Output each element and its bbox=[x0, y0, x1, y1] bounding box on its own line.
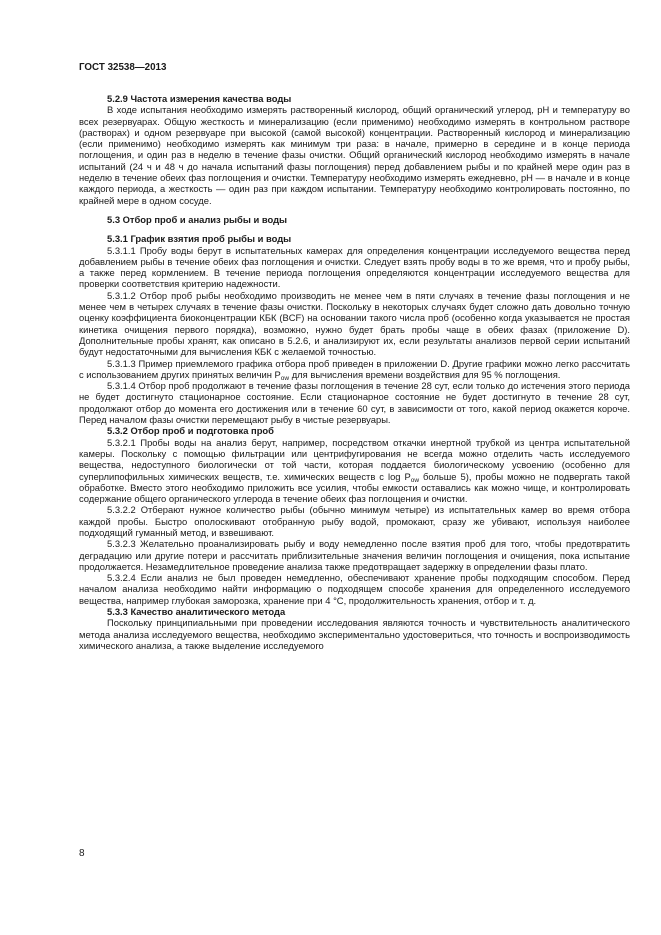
paragraph bbox=[79, 358, 630, 381]
paragraph: 5.3.1.1 Пробу воды берут в испытательных камерах для определения концентрации исследуемого вещества перед добавлением рыбы в течение обеих фаз поглощения и очистки. Следует взять пробу воды в то же время, что и пробу рыбы, а также перед кормлением. В течение периода поглощения определяются концентрации исследуемого вещества для проверки соответствия критерию надежности. bbox=[79, 244, 630, 290]
paragraph: 5.3.2.4 Если анализ не был проведен немедленно, обеспечивают хранение пробы подходящим способом. Перед началом анализа необходимо найти информацию о подходящем способе хранения для определенного исследуемого вещества, например глубокая заморозка, хранение при 4 °С, продолжительность хранения, отбор и т. д. bbox=[79, 572, 630, 606]
text-run: 5.3.2.1 Пробы воды на анализ берут, например, посредством откачки инертной трубкой из центра испытательной камеры. Поскольку с помощью фильтрации или центрифугирования не всегда можно отделить часть исследуемого вещества, недоступного биологически от той части, которая поддается биологическому усвоению (особенно для суперлипофильных химических веществ, т.е. химических веществ с log P bbox=[79, 436, 630, 482]
section-heading: 5.3 Отбор проб и анализ рыбы и воды bbox=[107, 213, 288, 225]
section-heading: 5.3.2 Отбор проб и подготовка проб bbox=[107, 425, 274, 437]
paragraph: Поскольку принципиальными при проведении исследования являются точность и чувствительность аналитического метода анализа исследуемого вещества, необходимо экспериментально удостовериться, что точность и воспроизводимость химического анализа, а также выделение исследуемого bbox=[79, 617, 630, 651]
paragraph: 5.3.2.3 Желательно проанализировать рыбу и воду немедленно после взятия проб для того, чтобы предотвратить деградацию или другие потери и рассчитать приблизительные значения величин поглощения и очищения, пока испытание продолжается. Незамедлительное проведение анализа также предотвращает задержку в определении фазы плато. bbox=[79, 538, 630, 572]
text-run: больше 5), пробы можно не подвергать такой обработке. Вместо этого необходимо приложить все усилия, чтобы емкости оставались как можно чище, и контролировать содержание общего органического углерода в течение обеих фаз поглощения и очистки. bbox=[79, 470, 630, 505]
document-body bbox=[79, 93, 630, 651]
text-run: для вычисления времени воздействия для 95 % поглощения. bbox=[289, 368, 561, 380]
paragraph: 5.3.1.2 Отбор проб рыбы необходимо производить не менее чем в пяти случаях в течение фазы поглощения и не менее чем в четырех случаях в течение фазы очистки. Поскольку в некоторых случаях будет сложно дать довольно точную оценку коэффициента биоконцентрации КБК (BCF) на основании такого числа проб (особенно когда указывается не простая кинетика очищения первого порядка), возможно, нужно будет брать пробы чаще в обеих фазах (приложение D). Дополнительные пробы хранят, как описано в 5.2.6, и анализируют их, если результаты анализов первой серии испытаний будут недостаточными для вычисления КБК с желаемой точностью. bbox=[79, 289, 630, 358]
paragraph: 5.3.2.2 Отберают нужное количество рыбы (обычно минимум четыре) из испытательных камер во время отбора каждой пробы. Быстро ополоскивают отобранную рыбу водой, промокают, сразу же убивают, используя наиболее подходящий гуманный метод, и взвешивают. bbox=[79, 504, 630, 538]
subscript: ow bbox=[410, 476, 420, 484]
section-heading: 5.3.1 График взятия проб рыбы и воды bbox=[107, 233, 292, 245]
spacer bbox=[79, 206, 630, 214]
spacer bbox=[79, 225, 630, 233]
section-heading: 5.3.3 Качество аналитического метода bbox=[107, 606, 286, 618]
page-number: 8 bbox=[79, 848, 85, 859]
paragraph: 5.3.1.4 Отбор проб продолжают в течение фазы поглощения в течение 28 сут, если только до истечения этого периода не будет достигнуто стационарное состояние. Если стационарное состояние не будет достигнуто в течение 28 сут, продолжают отбор до момента его достижения или в течение 60 сут, в зависимости от того, какой период окажется короче. Перед началом фазы очистки перемещают рыбу в чистые резервуары. bbox=[79, 380, 630, 426]
paragraph bbox=[79, 437, 630, 505]
document-header: ГОСТ 32538—2013 bbox=[79, 62, 167, 73]
paragraph: В ходе испытания необходимо измерять растворенный кислород, общий органический углерод, pH и температуру во всех резервуарах. Общую жесткость и минерализацию (если применимо) необходимо измерять в контрольном растворе (растворах) и одном резервуаре при высокой (самой высокой) концентрации. Растворенный кислород и минерализацию (если применимо) необходимо измерять как минимум три раза: в начале, примерно в середине и в конце периода поглощения, и один раз в неделю в течение фазы очистки. Общий органический кислород необходимо измерять в начале испытаний (24 ч и 48 ч до начала испытаний фазы поглощения) перед добавлением рыбы и по крайней мере один раз в неделю в течение обеих фаз поглощения и очистки. Температуру необходимо измерять ежедневно, pH — в начале и в конце каждого периода, а жесткость — один раз при каждом испытании. Температуру необходимо контролировать постоянно, по крайней мере в одном сосуде. bbox=[79, 104, 630, 206]
subscript: ow bbox=[280, 374, 290, 382]
section-heading: 5.2.9 Частота измерения качества воды bbox=[107, 93, 292, 104]
text-run: 5.3.1.3 Пример приемлемого графика отбора проб приведен в приложении D. Другие графики можно легко рассчитать с использованием других принятых величин P bbox=[79, 357, 630, 380]
